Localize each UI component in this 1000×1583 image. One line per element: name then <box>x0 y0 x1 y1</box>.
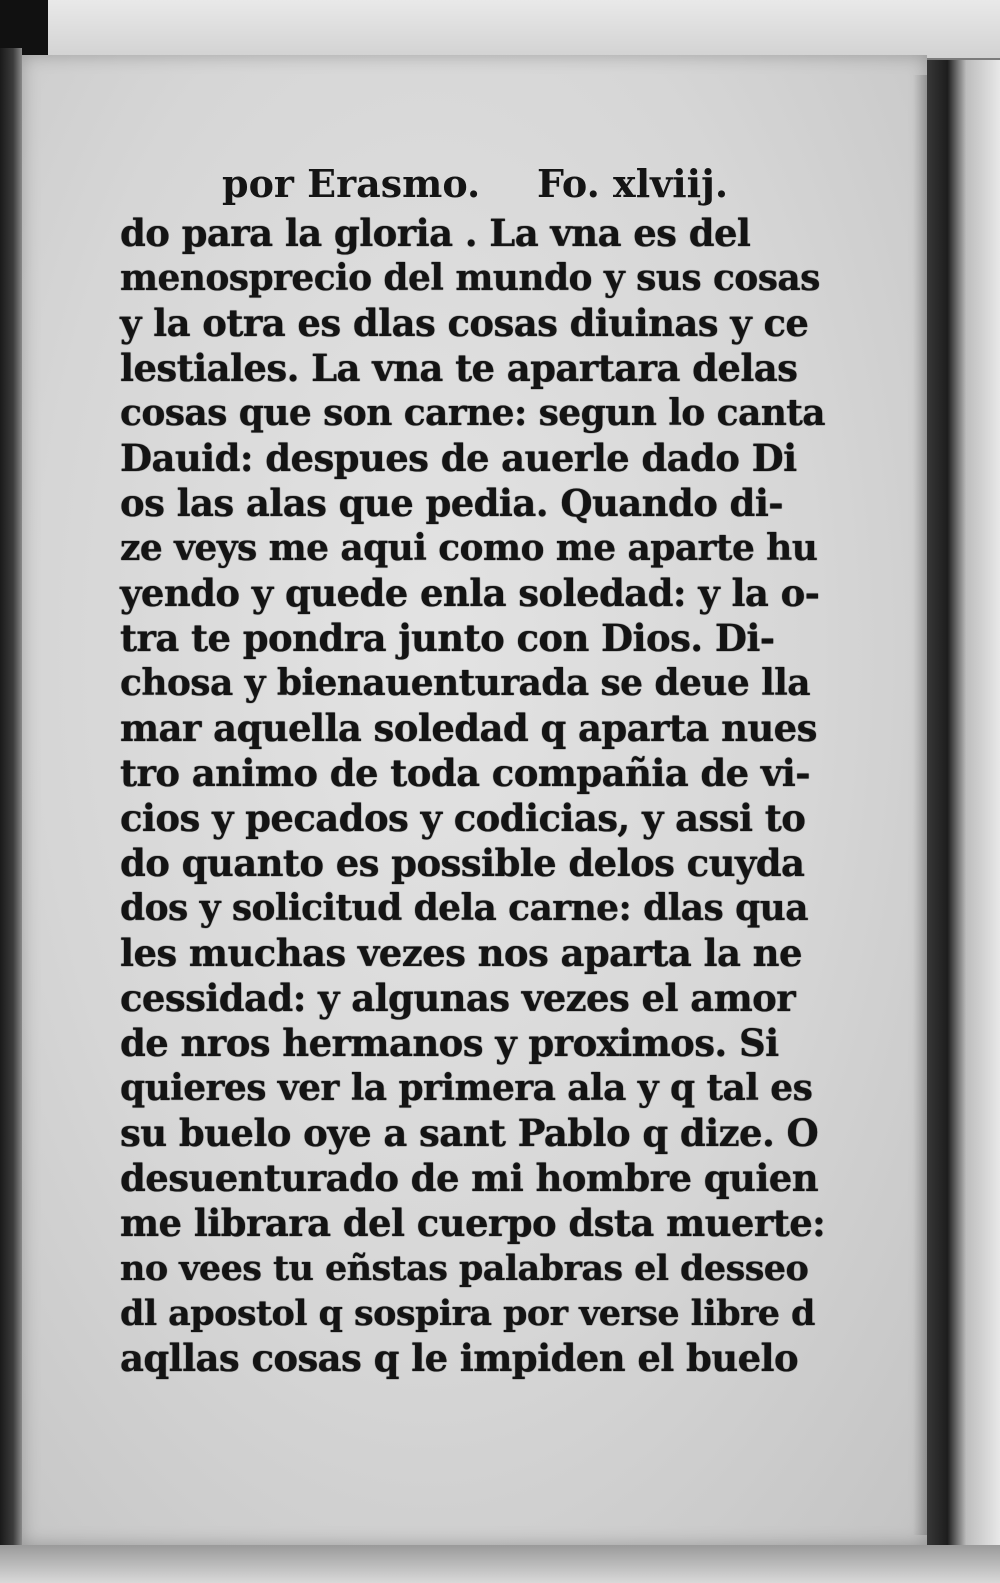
text-line: cosas que son carne: segun lo canta <box>120 392 826 434</box>
text-line: quieres ver la primera ala y q tal es <box>120 1067 813 1109</box>
running-head-title: por Erasmo. <box>222 161 481 206</box>
text-line: les muchas vezes nos aparta la ne <box>120 931 802 975</box>
text-line: de nros hermanos y proximos. Si <box>120 1021 779 1065</box>
text-line: do para la gloria . La vna es del <box>120 211 751 255</box>
text-line: menosprecio del mundo y sus cosas <box>120 257 820 299</box>
text-line: os las alas que pedia. Quando di- <box>120 481 784 525</box>
text-line: lestiales. La vna te apartara delas <box>120 346 798 390</box>
body-text <box>120 211 826 1381</box>
text-line: aqllas cosas q le impiden el buelo <box>120 1336 799 1380</box>
text-line: dl apostol q sospira por verse libre d <box>120 1293 815 1334</box>
text-line: desuenturado de mi hombre quien <box>120 1156 819 1200</box>
text-line: su buelo oye a sant Pablo q dize. O <box>120 1111 819 1155</box>
text-line: dos y solicitud dela carne: dlas qua <box>120 887 808 929</box>
text-line: mar aquella soledad q aparta nues <box>120 706 817 750</box>
scan-background-top <box>0 0 1000 58</box>
text-line: ze veys me aqui como me aparte hu <box>120 527 818 569</box>
text-line: cessidad: y algunas vezes el amor <box>120 976 796 1020</box>
text-line: y la otra es dlas cosas diuinas y ce <box>120 301 809 345</box>
page-fold-shadow <box>913 75 927 1535</box>
book-page <box>22 55 927 1545</box>
text-line: no vees tu eñstas palabras el desseo <box>120 1248 809 1289</box>
scan-background-bottom <box>0 1545 1000 1583</box>
text-line: do quanto es possible delos cuyda <box>120 841 805 885</box>
running-head <box>22 161 927 209</box>
book-fore-edge <box>925 60 1000 1550</box>
folio-number: Fo. xlviij. <box>537 161 729 206</box>
text-line: tra te pondra junto con Dios. Di- <box>120 616 775 660</box>
text-line: me librara del cuerpo dsta muerte: <box>120 1201 826 1245</box>
text-line: cios y pecados y codicias, y assi to <box>120 796 806 840</box>
book-gutter-edge <box>0 48 22 1583</box>
text-line: tro animo de toda compañia de vi- <box>120 751 810 795</box>
text-line: Dauid: despues de auerle dado Di <box>120 436 797 480</box>
text-line: yendo y quede enla soledad: y la o- <box>120 571 820 615</box>
text-line: chosa y bienauenturada se deue lla <box>120 662 810 704</box>
